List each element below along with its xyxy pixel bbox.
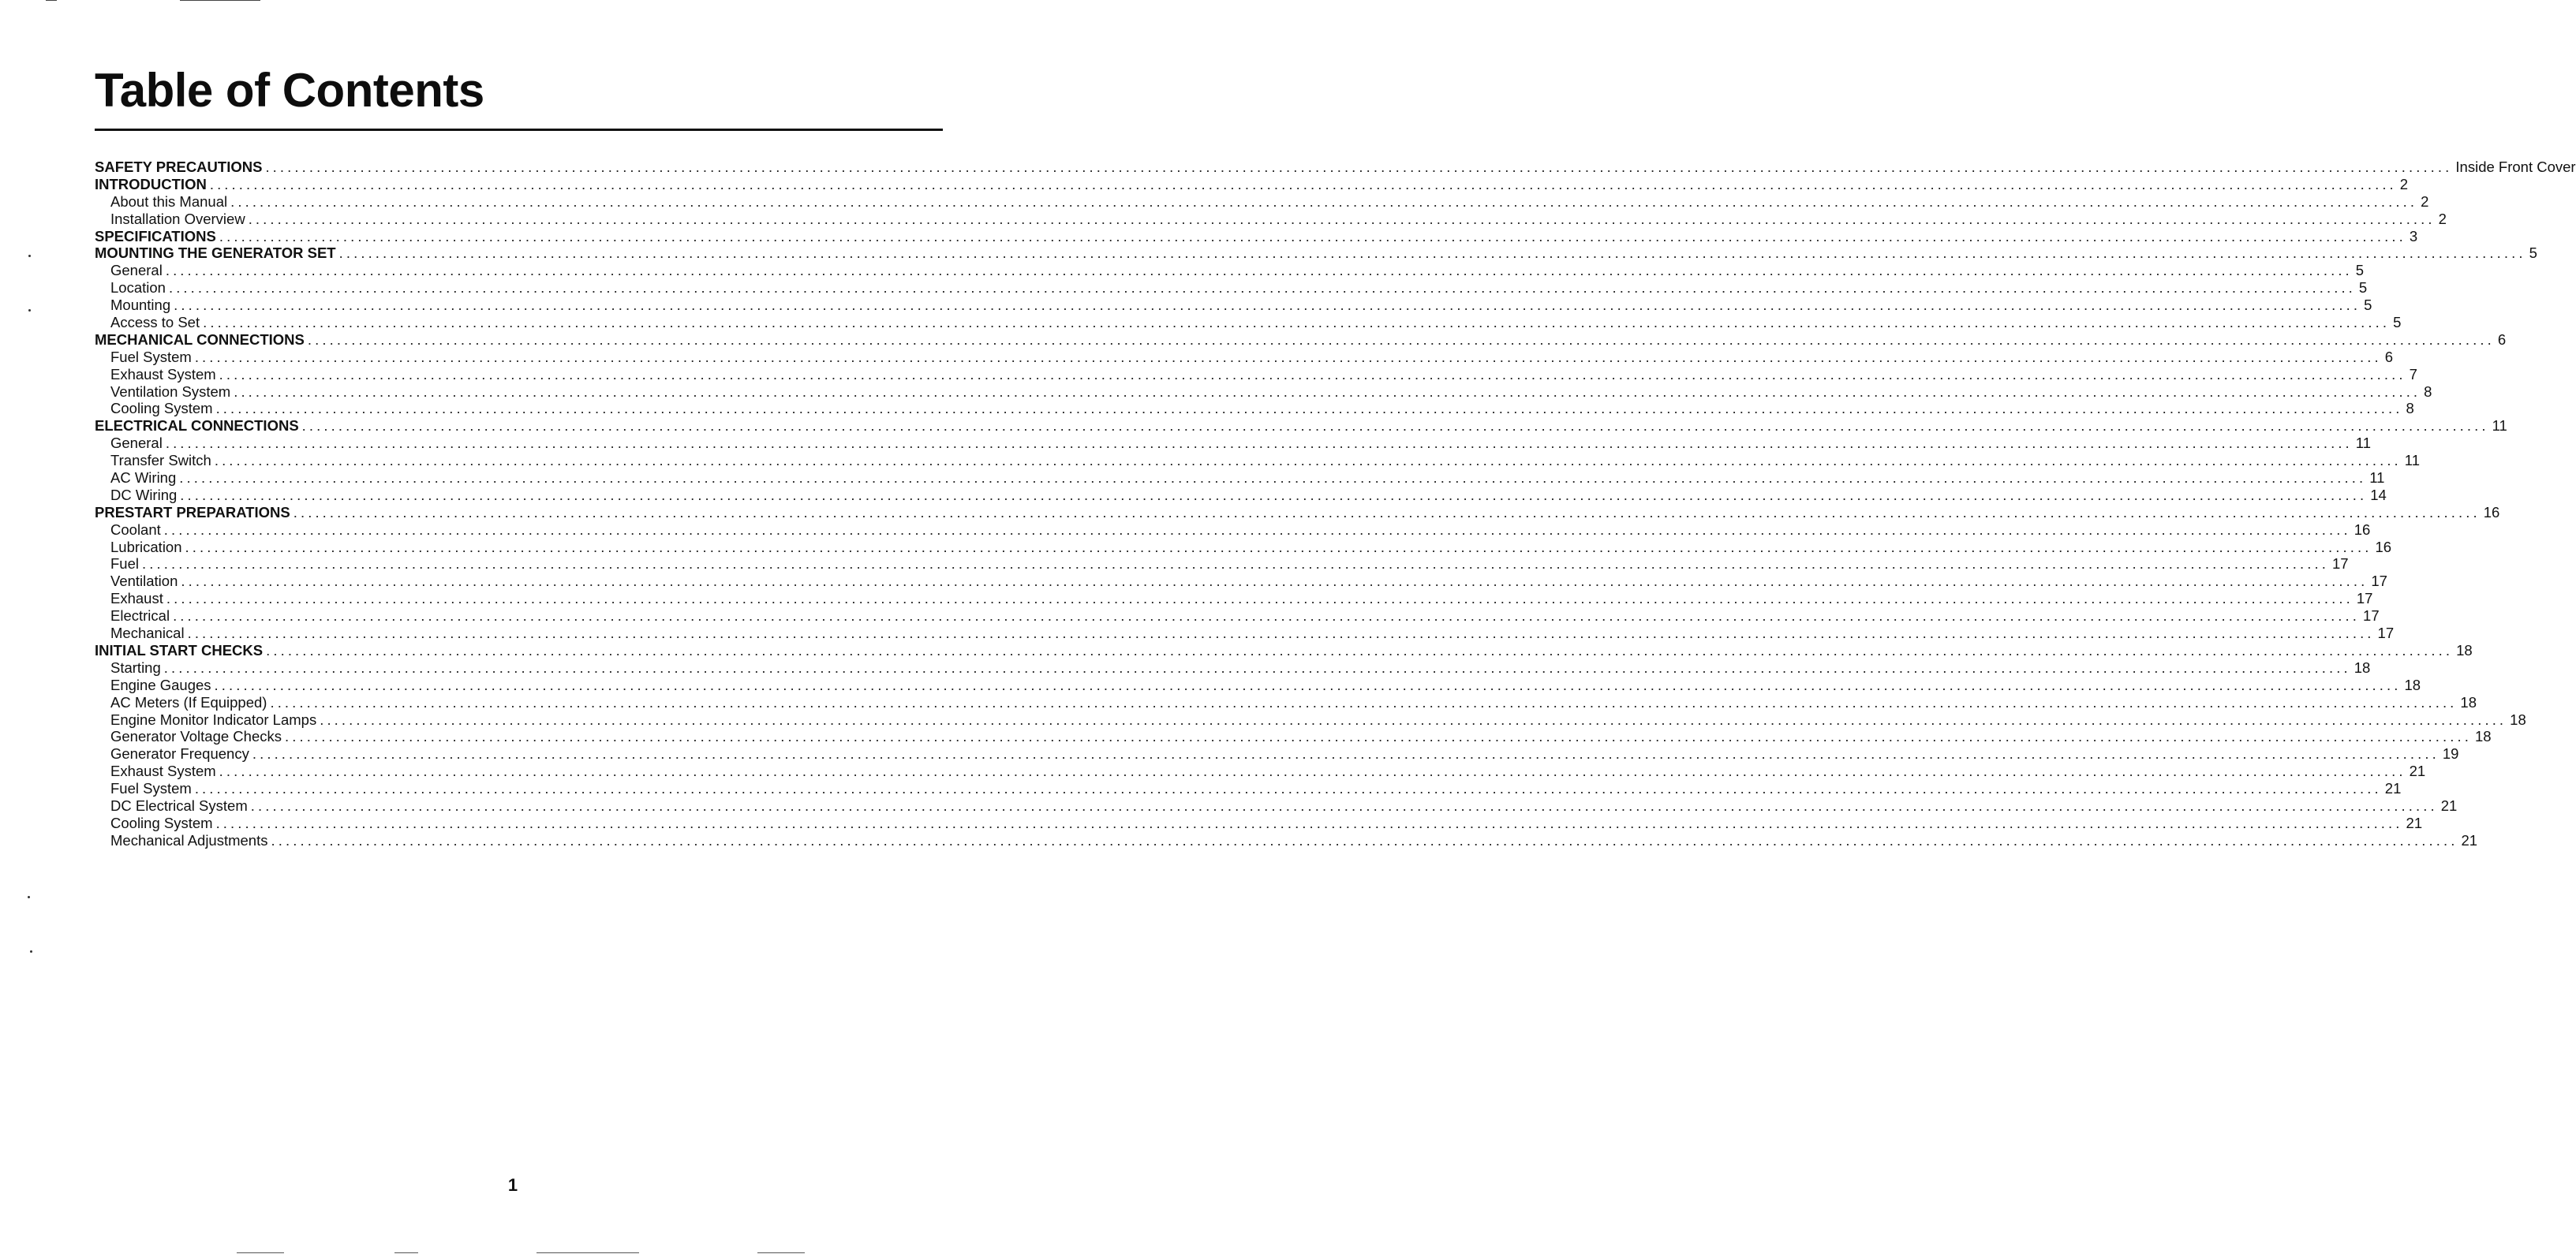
toc-subsection-entry <box>95 625 2395 642</box>
toc-entry-label: Generator Voltage Checks <box>110 728 282 745</box>
dot-leader: ............................................................................................................................................................................................................................................................................................................ <box>219 763 2406 780</box>
dot-leader: ............................................................................................................................................................................................................................................................................................................ <box>165 435 2353 452</box>
toc-entry-page: 17 <box>2377 625 2395 642</box>
toc-entry-page: 2 <box>2421 192 2429 210</box>
toc-subsection-entry <box>95 435 2372 452</box>
toc-entry-page: 17 <box>2331 555 2349 573</box>
dot-leader: ............................................................................................................................................................................................................................................................................................................ <box>338 244 2526 262</box>
toc-entry-page: 7 <box>2409 365 2417 383</box>
dot-leader: ............................................................................................................................................................................................................................................................................................................ <box>194 780 2382 797</box>
toc-entry-page: 16 <box>2483 503 2500 521</box>
toc-entry-label: Access to Set <box>110 314 200 331</box>
toc-entry-page: 11 <box>2404 452 2421 469</box>
toc-entry-page: 5 <box>2355 262 2365 279</box>
scan-edge-mark <box>46 0 57 1</box>
toc-section-entry <box>95 175 2409 193</box>
toc-entry-label: Installation Overview <box>110 210 245 227</box>
toc-entry-label: Transfer Switch <box>110 452 211 469</box>
toc-subsection-entry <box>95 693 2477 711</box>
toc-section-entry <box>95 417 2507 435</box>
toc-entry-label: Generator Frequency <box>110 745 249 763</box>
toc-entry-label: Mounting <box>110 297 171 314</box>
toc-entry-label: INITIAL START CHECKS <box>95 641 264 659</box>
toc-entry-page: 21 <box>2440 797 2458 814</box>
toc-subsection-entry <box>95 780 2402 797</box>
table-of-contents <box>95 159 2576 849</box>
toc-entry-label: Location <box>110 279 166 297</box>
dot-leader: ............................................................................................................................................................................................................................................................................................................ <box>166 590 2354 607</box>
dot-leader: ............................................................................................................................................................................................................................................................................................................ <box>219 227 2406 244</box>
toc-entry-page: 5 <box>2529 244 2537 262</box>
dot-leader: ............................................................................................................................................................................................................................................................................................................ <box>181 573 2368 590</box>
toc-subsection-entry <box>95 452 2421 469</box>
dot-leader: ............................................................................................................................................................................................................................................................................................................ <box>230 192 2418 210</box>
toc-entry-label: ELECTRICAL CONNECTIONS <box>95 417 299 435</box>
toc-entry-label: Mechanical <box>110 625 185 642</box>
toc-entry-page: 6 <box>2384 348 2394 365</box>
dot-leader: ............................................................................................................................................................................................................................................................................................................ <box>214 676 2402 693</box>
toc-subsection-entry <box>95 521 2371 539</box>
toc-entry-label: SPECIFICATIONS <box>95 227 216 244</box>
dot-leader: ............................................................................................................................................................................................................................................................................................................ <box>215 400 2403 417</box>
scan-edge-mark <box>180 0 260 1</box>
toc-entry-label: Mechanical Adjustments <box>110 831 268 849</box>
toc-entry-page: 18 <box>2354 659 2371 676</box>
title-divider <box>95 129 943 131</box>
dot-leader: ............................................................................................................................................................................................................................................................................................................ <box>293 503 2481 521</box>
toc-entry-label: Ventilation <box>110 573 178 590</box>
toc-subsection-entry <box>95 676 2421 694</box>
toc-entry-page: 2 <box>2438 210 2447 227</box>
dot-leader: ............................................................................................................................................................................................................................................................................................................ <box>142 555 2329 573</box>
toc-subsection-entry <box>95 279 2368 297</box>
dot-leader: ............................................................................................................................................................................................................................................................................................................ <box>285 728 2472 745</box>
toc-entry-label: Starting <box>110 659 161 676</box>
toc-entry-page: 21 <box>2461 831 2478 849</box>
dot-leader: ............................................................................................................................................................................................................................................................................................................ <box>301 417 2489 435</box>
toc-subsection-entry <box>95 383 2432 401</box>
dot-leader: ............................................................................................................................................................................................................................................................................................................ <box>234 383 2421 400</box>
dot-leader: ............................................................................................................................................................................................................................................................................................................ <box>209 175 2397 192</box>
dot-leader: ............................................................................................................................................................................................................................................................................................................ <box>252 745 2440 763</box>
toc-entry-page: 16 <box>2375 538 2392 555</box>
toc-entry-label: MECHANICAL CONNECTIONS <box>95 330 305 348</box>
toc-entry-label: DC Electrical System <box>110 797 248 814</box>
toc-subsection-entry <box>95 469 2385 487</box>
toc-entry-page: 17 <box>2363 607 2380 625</box>
page-title: Table of Contents <box>95 64 484 117</box>
toc-subsection-entry <box>95 538 2392 556</box>
toc-entry-page: 18 <box>2510 711 2526 728</box>
toc-entry-label: SAFETY PRECAUTIONS <box>95 159 263 175</box>
toc-entry-label: Exhaust System <box>110 763 216 780</box>
dot-leader: ............................................................................................................................................................................................................................................................................................................ <box>163 521 2351 538</box>
toc-entry-label: PRESTART PREPARATIONS <box>95 503 290 521</box>
toc-entry-page: 17 <box>2371 573 2387 590</box>
toc-entry-page: 6 <box>2497 330 2507 348</box>
dot-leader: ............................................................................................................................................................................................................................................................................................................ <box>219 365 2406 383</box>
dot-leader: ............................................................................................................................................................................................................................................................................................................ <box>214 452 2402 469</box>
toc-entry-page: 5 <box>2364 297 2372 314</box>
toc-section-entry <box>95 159 2576 176</box>
toc-entry-page: 3 <box>2409 227 2418 244</box>
toc-entry-label: Fuel System <box>110 348 192 365</box>
toc-subsection-entry <box>95 210 2447 228</box>
scan-speck <box>28 896 30 898</box>
dot-leader: ............................................................................................................................................................................................................................................................................................................ <box>266 641 2454 659</box>
toc-entry-page: 14 <box>2370 486 2387 503</box>
dot-leader: ............................................................................................................................................................................................................................................................................................................ <box>320 711 2507 728</box>
toc-entry-page: 21 <box>2406 814 2423 831</box>
toc-entry-page: 2 <box>2399 175 2409 192</box>
toc-subsection-entry <box>95 400 2414 417</box>
dot-leader: ............................................................................................................................................................................................................................................................................................................ <box>250 797 2438 814</box>
dot-leader: ............................................................................................................................................................................................................................................................................................................ <box>180 486 2368 503</box>
toc-entry-label: DC Wiring <box>110 486 178 503</box>
toc-subsection-entry <box>95 728 2492 745</box>
toc-subsection-entry <box>95 711 2526 729</box>
toc-section-entry <box>95 244 2537 262</box>
toc-entry-page: 21 <box>2384 780 2402 797</box>
toc-entry-label: Engine Monitor Indicator Lamps <box>110 711 317 728</box>
toc-subsection-entry <box>95 659 2371 677</box>
toc-entry-label: AC Meters (If Equipped) <box>110 693 267 711</box>
toc-subsection-entry <box>95 297 2372 314</box>
scan-speck <box>28 309 31 312</box>
toc-subsection-entry <box>95 590 2373 607</box>
toc-subsection-entry <box>95 607 2380 625</box>
toc-entry-page: 11 <box>2369 469 2385 487</box>
toc-entry-label: Exhaust <box>110 590 163 607</box>
dot-leader: ............................................................................................................................................................................................................................................................................................................ <box>185 538 2372 555</box>
toc-subsection-entry <box>95 745 2459 763</box>
dot-leader: ............................................................................................................................................................................................................................................................................................................ <box>168 279 2356 297</box>
dot-leader: ............................................................................................................................................................................................................................................................................................................ <box>163 659 2351 676</box>
dot-leader: ............................................................................................................................................................................................................................................................................................................ <box>248 210 2436 227</box>
toc-section-entry <box>95 503 2500 521</box>
dot-leader: ............................................................................................................................................................................................................................................................................................................ <box>165 262 2353 279</box>
toc-subsection-entry <box>95 348 2394 366</box>
toc-entry-label: Lubrication <box>110 538 182 555</box>
toc-entry-page: 18 <box>2404 676 2421 693</box>
toc-entry-label: General <box>110 435 163 452</box>
toc-entry-page: 11 <box>2355 435 2372 452</box>
toc-subsection-entry <box>95 797 2458 815</box>
scan-speck <box>28 255 31 257</box>
dot-leader: ............................................................................................................................................................................................................................................................................................................ <box>187 625 2375 642</box>
toc-entry-page: 18 <box>2474 728 2492 745</box>
toc-subsection-entry <box>95 192 2429 211</box>
toc-entry-label: General <box>110 262 163 279</box>
toc-entry-label: Cooling System <box>110 814 213 831</box>
toc-entry-label: INTRODUCTION <box>95 175 207 192</box>
toc-entry-page: Inside Front Cover <box>2455 159 2576 175</box>
toc-entry-page: 5 <box>2393 314 2402 331</box>
toc-entry-page: 8 <box>2424 383 2432 400</box>
dot-leader: ............................................................................................................................................................................................................................................................................................................ <box>179 469 2367 487</box>
toc-entry-page: 8 <box>2406 400 2414 417</box>
toc-entry-label: MOUNTING THE GENERATOR SET <box>95 244 336 262</box>
toc-entry-label: Exhaust System <box>110 365 216 383</box>
toc-entry-page: 17 <box>2356 590 2373 607</box>
toc-entry-label: Fuel System <box>110 780 192 797</box>
toc-subsection-entry <box>95 314 2402 331</box>
toc-subsection-entry <box>95 365 2417 383</box>
toc-entry-label: Cooling System <box>110 400 213 417</box>
toc-entry-page: 21 <box>2409 763 2426 780</box>
toc-section-entry <box>95 330 2507 349</box>
scan-speck <box>30 950 32 953</box>
toc-subsection-entry <box>95 486 2387 504</box>
toc-entry-label: Ventilation System <box>110 383 231 400</box>
dot-leader: ............................................................................................................................................................................................................................................................................................................ <box>174 297 2361 314</box>
toc-subsection-entry <box>95 814 2423 832</box>
dot-leader: ............................................................................................................................................................................................................................................................................................................ <box>271 831 2458 849</box>
toc-subsection-entry <box>95 763 2426 780</box>
dot-leader: ............................................................................................................................................................................................................................................................................................................ <box>215 814 2403 831</box>
dot-leader: ............................................................................................................................................................................................................................................................................................................ <box>194 348 2382 365</box>
toc-entry-page: 18 <box>2456 641 2473 659</box>
toc-entry-page: 16 <box>2354 521 2371 538</box>
toc-subsection-entry <box>95 573 2387 590</box>
toc-section-entry <box>95 641 2473 659</box>
toc-entry-page: 11 <box>2492 417 2507 435</box>
toc-entry-label: Coolant <box>110 521 161 538</box>
scan-edge-mark <box>537 1252 639 1253</box>
toc-subsection-entry <box>95 831 2478 849</box>
toc-entry-label: AC Wiring <box>110 469 177 487</box>
toc-entry-label: About this Manual <box>110 192 228 210</box>
page-number: 1 <box>507 1175 518 1195</box>
scan-edge-mark <box>757 1252 805 1253</box>
dot-leader: ............................................................................................................................................................................................................................................................................................................ <box>173 607 2361 625</box>
scan-edge-mark <box>237 1252 284 1253</box>
toc-entry-label: Engine Gauges <box>110 676 211 693</box>
toc-entry-label: Electrical <box>110 607 170 625</box>
toc-subsection-entry <box>95 262 2365 279</box>
dot-leader: ............................................................................................................................................................................................................................................................................................................ <box>203 314 2391 331</box>
dot-leader: ............................................................................................................................................................................................................................................................................................................ <box>307 330 2495 348</box>
dot-leader: ............................................................................................................................................................................................................................................................................................................ <box>270 693 2458 711</box>
toc-entry-page: 5 <box>2358 279 2368 297</box>
dot-leader: ............................................................................................................................................................................................................................................................................................................ <box>265 159 2453 175</box>
toc-entry-label: Fuel <box>110 555 139 573</box>
scan-edge-mark <box>394 1252 418 1253</box>
toc-entry-page: 19 <box>2442 745 2459 763</box>
toc-subsection-entry <box>95 555 2349 573</box>
toc-entry-page: 18 <box>2460 693 2477 711</box>
toc-section-entry <box>95 227 2418 245</box>
